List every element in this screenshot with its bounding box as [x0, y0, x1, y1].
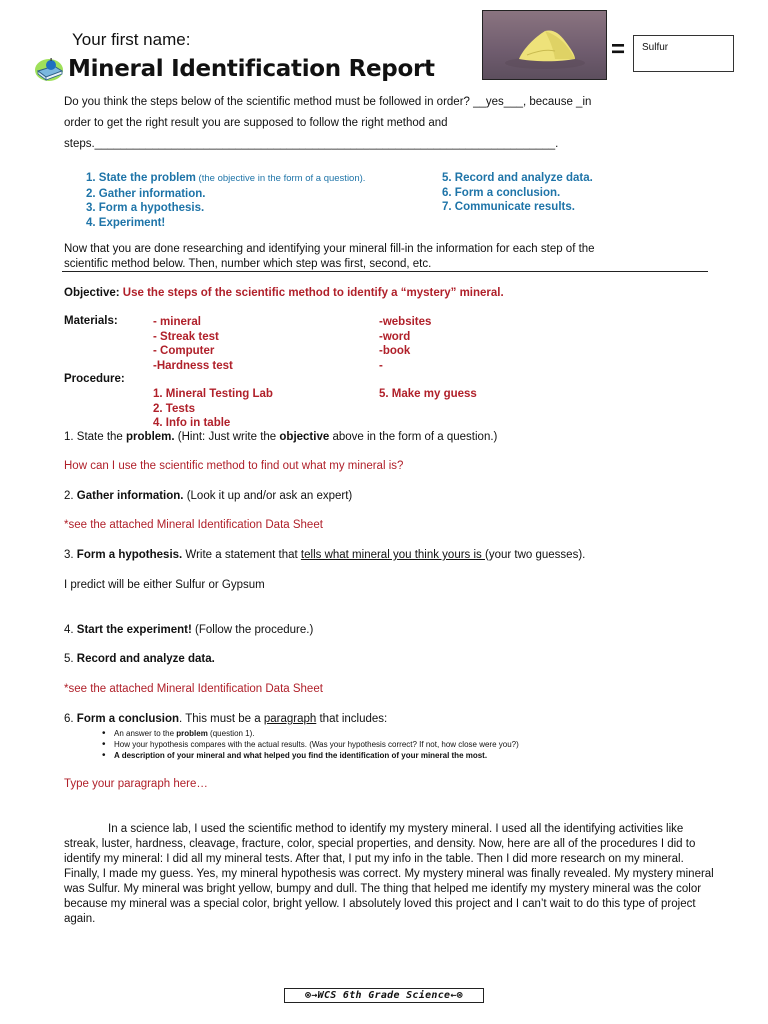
conclusion-requirements [100, 728, 519, 761]
objective-label: Objective: [64, 287, 120, 299]
first-name-label: Your first name: [72, 30, 191, 49]
step-item: 4. Experiment! [86, 216, 166, 229]
step-item: 7. Communicate results. [442, 201, 575, 213]
objective-row [64, 287, 714, 299]
materials-col-1[interactable]: - mineral - Streak test - Computer -Hardness test [153, 316, 233, 372]
q3-prompt: 3. Form a hypothesis. Write a statement that tells what mineral you think yours is (your two guesses). [64, 549, 586, 561]
q2-answer[interactable]: *see the attached Mineral Identification Data Sheet [64, 519, 323, 531]
requirement-item: • How your hypothesis compares with the actual results. (Was your hypothesis correct? If not, how close were you?) [100, 739, 519, 750]
equals-sign: = [611, 36, 626, 63]
q5-prompt: 5. Record and analyze data. [64, 653, 215, 665]
requirement-item: • An answer to the problem (question 1). [100, 728, 519, 739]
paragraph-placeholder[interactable]: Type your paragraph here… [64, 778, 208, 790]
q1-answer[interactable]: How can I use the scientific method to find out what my mineral is? [64, 460, 404, 472]
step-item: 3. Form a hypothesis. [86, 202, 205, 214]
q3-answer[interactable]: I predict will be either Sulfur or Gypsum [64, 579, 265, 591]
report-title: Mineral Identification Report [68, 56, 435, 82]
step-item: 2. Gather information. [86, 187, 206, 200]
q6-prompt: 6. Form a conclusion. This must be a paragraph that includes: [64, 713, 388, 725]
procedure-col-2[interactable]: 5. Make my guess [379, 388, 477, 400]
instructions: Now that you are done researching and identifying your mineral fill-in the information for each step of the scientific method below. Then, number which step was first, second, etc. [64, 243, 595, 270]
materials-label: Materials: [64, 315, 118, 327]
order-question[interactable] [64, 92, 714, 155]
q2-prompt: 2. Gather information. (Look it up and/or ask an expert) [64, 490, 353, 502]
report-title-row [34, 54, 435, 84]
order-question-line1: Do you think the steps below of the scientific method must be followed in order? __yes___, because _in [64, 96, 592, 108]
procedure-col-1[interactable]: 1. Mineral Testing Lab 2. Tests 4. Info in table [153, 388, 273, 429]
procedure-label: Procedure: [64, 373, 125, 385]
order-question-line3: steps.________________________________________________________________________. [64, 138, 559, 150]
conclusion-paragraph[interactable]: In a science lab, I used the scientific method to identify my mystery mineral. I used all the identifying activities like streak, luster, hardness, cleavage, fracture, color, special properties, and density. Now, here are all of the procedures I did to identify my mineral: I did all my mineral tests. After that, I put my info in the table. Then I did more research on my mineral. Finally, I made my guess. Yes, my mineral hypothesis was correct. My mystery mineral was finally revealed. My mystery mineral was Sulfur. My mineral was bright yellow, bumpy and dull. The thing that helped me identify my mystery mineral was the color because my mineral was a special color, bright yellow. I absolutely loved this project and I can’t wait to do this type of project again. [64, 823, 714, 925]
requirement-item: • A description of your mineral and what helped you find the identification of your mineral the most. [100, 750, 519, 761]
q1-prompt: 1. State the problem. (Hint: Just write the objective above in the form of a question.) [64, 431, 498, 443]
step-item: 6. Form a conclusion. [442, 186, 561, 199]
order-question-line2: order to get the right result you are supposed to follow the right method and [64, 117, 448, 129]
mineral-photo [482, 10, 607, 80]
q5-answer[interactable]: *see the attached Mineral Identification Data Sheet [64, 683, 323, 695]
step-item: 5. Record and analyze data. [442, 172, 593, 184]
steps-list-right [442, 171, 702, 215]
q4-prompt: 4. Start the experiment! (Follow the procedure.) [64, 624, 314, 636]
footer-label: ⊗→WCS 6th Grade Science←⊗ [284, 988, 484, 1003]
steps-list-left [86, 171, 446, 230]
mineral-answer-field[interactable]: Sulfur [633, 35, 734, 72]
section-divider [62, 271, 708, 272]
objective-value[interactable]: Use the steps of the scientific method to identify a “mystery” mineral. [119, 287, 504, 299]
materials-col-2[interactable]: -websites -word -book - [379, 316, 432, 372]
step-item: 1. State the problem (the objective in the form of a question). [86, 172, 366, 184]
book-apple-icon [34, 54, 68, 84]
